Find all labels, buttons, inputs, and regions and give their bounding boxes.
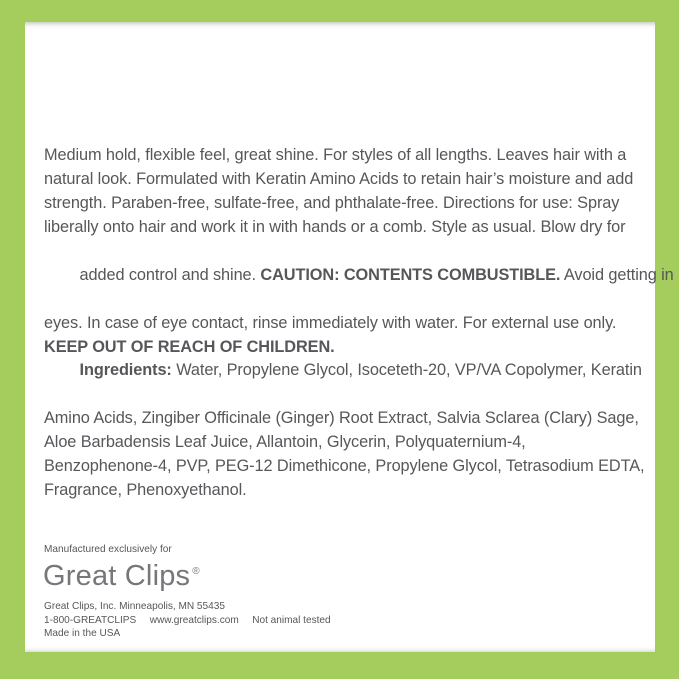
ingredients-line: Fragrance, Phenoxyethanol.: [44, 480, 247, 499]
description-line: natural look. Formulated with Keratin Amino Acids to retain hair’s moisture and add: [44, 169, 634, 188]
description-line: strength. Paraben-free, sulfate-free, and phthalate-free. Directions for use: Spray: [44, 193, 620, 212]
ingredients-paragraph: [44, 334, 644, 502]
caution-statement: CAUTION: CONTENTS COMBUSTIBLE.: [260, 265, 561, 284]
description-segment: added control and shine.: [79, 265, 261, 284]
description-paragraph: [44, 143, 674, 359]
description-line: liberally onto hair and work it in with hands or a comb. Style as usual. Blow dry for: [44, 217, 626, 236]
keep-out-of-reach-warning: KEEP OUT OF REACH OF CHILDREN.: [44, 337, 335, 356]
contact-line: [44, 614, 331, 628]
ingredients-line: Aloe Barbadensis Leaf Juice, Allantoin, Glycerin, Polyquaternium-4,: [44, 432, 526, 451]
brand-name: Great Clips: [43, 560, 191, 592]
great-clips-logo: [43, 559, 200, 600]
description-line: [44, 239, 674, 311]
description-line: Medium hold, flexible feel, great shine. For styles of all lengths. Leaves hair with a: [44, 145, 627, 164]
ingredients-line: Benzophenone-4, PVP, PEG-12 Dimethicone, Propylene Glycol, Tetrasodium EDTA,: [44, 456, 645, 475]
description-segment: Avoid getting in: [560, 265, 674, 284]
ingredients-line: Amino Acids, Zingiber Officinale (Ginger) Root Extract, Salvia Sclarea (Clary) Sage,: [44, 408, 639, 427]
company-info-block: [44, 600, 331, 641]
phone-number: 1-800-GREATCLIPS: [44, 613, 137, 626]
ingredients-segment: Water, Propylene Glycol, Isoceteth-20, VP/VA Copolymer, Keratin: [171, 360, 642, 379]
ingredients-line: [44, 334, 644, 406]
company-address: Great Clips, Inc. Minneapolis, MN 55435: [44, 600, 225, 612]
animal-testing-note: Not animal tested: [252, 613, 331, 626]
website-url: www.greatclips.com: [149, 613, 239, 626]
description-line: eyes. In case of eye contact, rinse immediately with water. For external use only.: [44, 313, 617, 332]
ingredients-heading: Ingredients:: [79, 360, 172, 379]
label-card: [25, 22, 674, 652]
registered-trademark-icon: ®: [192, 566, 200, 577]
manufactured-for-text: Manufactured exclusively for: [44, 543, 172, 555]
made-in-text: Made in the USA: [44, 627, 121, 639]
